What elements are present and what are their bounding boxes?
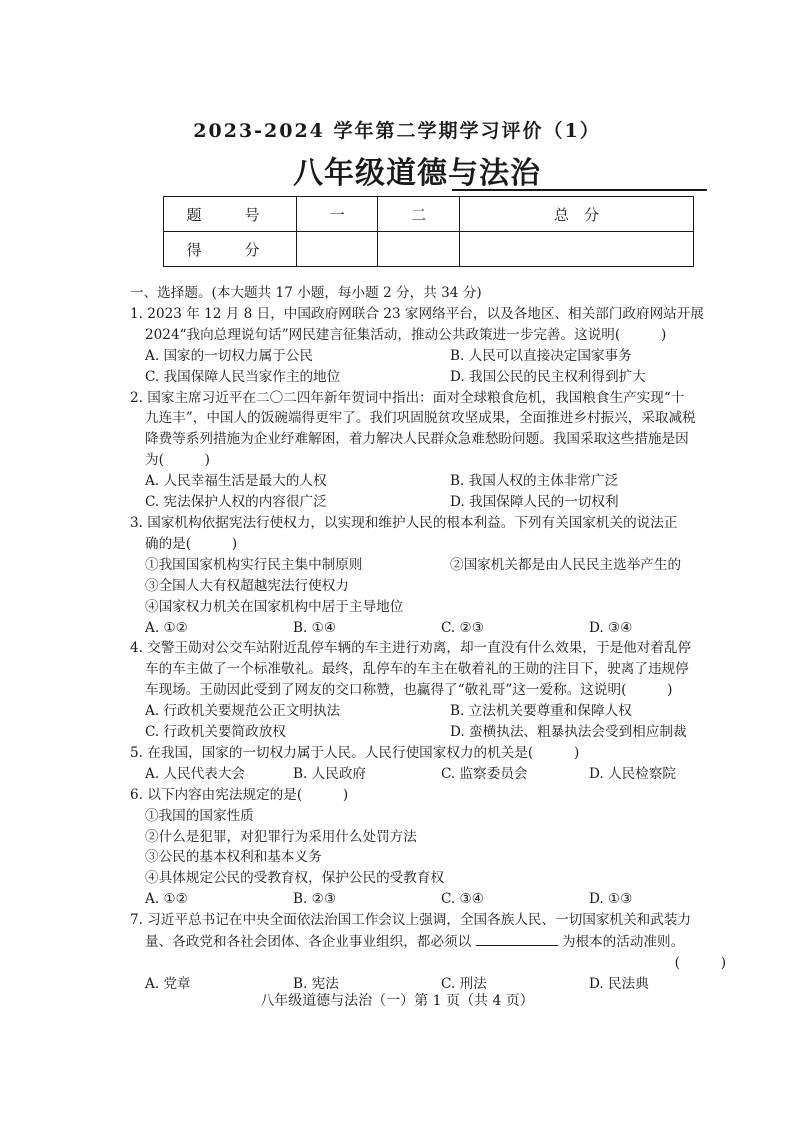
option-b[interactable]: B. ①④: [293, 619, 337, 636]
option-b[interactable]: B. ②③: [293, 891, 337, 908]
options-row: [130, 346, 730, 367]
question-stem-line: 车的车主做了一个标准敬礼。最终，乱停车的车主在敬着礼的王勋的注目下，驶离了违规停: [145, 661, 689, 678]
option-b[interactable]: B. 宪法: [293, 975, 339, 992]
statement-4: ④国家权力机关在国家机构中居于主导地位: [145, 598, 404, 615]
options-row: [130, 722, 730, 743]
score-header-total: 总 分: [459, 197, 693, 232]
question-6: [130, 785, 730, 910]
question-stem-line: 6. 以下内容由宪法规定的是( ): [130, 786, 349, 803]
score-table: [163, 196, 694, 267]
statement-2: ②国家机关都是由人民民主选举产生的: [450, 556, 682, 573]
options-row: [130, 367, 730, 388]
option-a[interactable]: A. 人民幸福生活是最大的人权: [145, 473, 327, 490]
question-3: [130, 513, 730, 638]
options-row: [130, 764, 730, 785]
option-b[interactable]: B. 人民可以直接决定国家事务: [450, 347, 632, 364]
option-d[interactable]: D. 蛮横执法、粗暴执法会受到相应制裁: [450, 724, 687, 741]
option-b[interactable]: B. 我国人权的主体非常广泛: [450, 473, 619, 490]
question-stem-line: 2024“我向总理说句话”网民建言征集活动，推动公共政策进一步完善。这说明( ): [145, 326, 667, 343]
statement-1: ①我国国家机构实行民主集中制原则: [145, 556, 363, 573]
option-d[interactable]: D. 我国公民的民主权利得到扩大: [450, 368, 646, 385]
option-c[interactable]: C. ③④: [441, 891, 484, 908]
options-row: [130, 701, 730, 722]
score-table-score-row: [164, 232, 694, 267]
score-cell-total[interactable]: [459, 232, 693, 267]
options-row: [130, 618, 730, 639]
score-header-question-number: 题 号: [164, 197, 297, 232]
score-cell-part-2[interactable]: [378, 232, 459, 267]
fill-in-blank[interactable]: [476, 931, 558, 946]
statement-3: ③公民的基本权利和基本义务: [145, 849, 322, 866]
option-c[interactable]: C. 宪法保护人权的内容很广泛: [145, 494, 327, 511]
option-a[interactable]: A. 党章: [145, 975, 191, 992]
exam-content: [130, 283, 730, 995]
option-b[interactable]: B. 人民政府: [293, 765, 367, 782]
option-b[interactable]: B. 立法机关要尊重和保障人权: [450, 703, 632, 720]
score-header-part-1: 一: [297, 197, 378, 232]
statements-row: [130, 555, 730, 576]
question-stem-line: 7. 习近平总书记在中央全面依法治国工作会议上强调，全国各族人民、一切国家机关和武装力: [130, 912, 692, 929]
statement-3: ③全国人大有权超越宪法行使权力: [145, 577, 349, 594]
statement-4: ④具体规定公民的受教育权，保护公民的受教育权: [145, 870, 445, 887]
option-d[interactable]: D. 民法典: [589, 975, 649, 992]
exam-title: 2023-2024 学年第二学期学习评价（1）: [193, 120, 601, 142]
option-a[interactable]: A. 人民代表大会: [145, 765, 246, 782]
question-1: [130, 304, 730, 388]
question-stem-line: 降费等系列措施为企业纾难解困，着力解决人民群众急难愁盼问题。我国采取这些措施是因: [145, 431, 689, 448]
answer-parentheses[interactable]: ( ): [674, 955, 726, 971]
question-stem-line: 确的是( ): [145, 535, 238, 552]
question-4: [130, 638, 730, 743]
options-row: [130, 889, 730, 910]
question-5: [130, 743, 730, 785]
question-stem-line: 3. 国家机构依据宪法行使权力，以实现和维护人民的根本利益。下列有关国家机关的说法正: [130, 514, 678, 531]
question-stem-line: 为( ): [145, 452, 210, 469]
option-c[interactable]: C. ②③: [441, 619, 484, 636]
statement-1: ①我国的国家性质: [145, 807, 254, 824]
option-c[interactable]: C. 行政机关要简政放权: [145, 724, 286, 741]
score-header-part-2: 二: [378, 197, 459, 232]
option-d[interactable]: D. ③④: [589, 619, 633, 636]
question-stem-line: 车现场。王勋因此受到了网友的交口称赞，也赢得了“敬礼哥”这一爱称。这说明( ): [145, 682, 673, 699]
question-stem-line: 2. 国家主席习近平在二〇二四年新年贺词中指出：面对全球粮食危机，我国粮食生产实现“十: [130, 389, 685, 406]
option-a[interactable]: A. 行政机关要规范公正文明执法: [145, 703, 341, 720]
section-title: 一、选择题。(本大题共 17 小题，每小题 2 分，共 34 分): [130, 285, 482, 301]
question-stem-line: 4. 交警王勋对公交车站附近乱停车辆的车主进行劝离，却一直没有什么效果，于是他对着乱停: [130, 640, 692, 657]
options-row: [130, 492, 730, 513]
option-d[interactable]: D. 我国保障人民的一切权利: [450, 494, 619, 511]
question-stem-line: 1. 2023 年 12 月 8 日，中国政府网联合 23 家网络平台，以及各地区、相关部门政府网站开展: [130, 305, 704, 322]
score-cell-part-1[interactable]: [297, 232, 378, 267]
title-underline: [452, 189, 707, 191]
option-c[interactable]: C. 我国保障人民当家作主的地位: [145, 368, 341, 385]
question-stem-line: 九连丰”，中国人的饭碗端得更牢了。我们巩固脱贫攻坚成果，全面推进乡村振兴，采取减税: [145, 410, 696, 427]
question-stem-text: 量、各政党和各社会团体、各企业事业组织，都必须以: [145, 934, 472, 951]
question-7: [130, 910, 730, 995]
option-c[interactable]: C. 监察委员会: [441, 765, 528, 782]
question-stem-text: 为根本的活动准则。: [561, 934, 685, 951]
statement-2: ②什么是犯罪，对犯罪行为采用什么处罚方法: [145, 828, 417, 845]
option-d[interactable]: D. ①③: [589, 891, 633, 908]
option-a[interactable]: A. ①②: [145, 619, 188, 636]
score-table-header-row: [164, 197, 694, 232]
options-row: [130, 471, 730, 492]
page-footer: 八年级道德与法治（一）第 1 页（共 4 页）: [260, 993, 534, 1009]
option-a[interactable]: A. 国家的一切权力属于公民: [145, 347, 313, 364]
score-row-label: 得 分: [164, 232, 297, 267]
question-stem-line: 5. 在我国，国家的一切权力属于人民。人民行使国家权力的机关是( ): [130, 744, 580, 761]
option-d[interactable]: D. 人民检察院: [589, 765, 677, 782]
option-c[interactable]: C. 刑法: [441, 975, 487, 992]
question-stem-line: [130, 931, 730, 953]
subject-title: 八年级道德与法治: [293, 156, 541, 191]
option-a[interactable]: A. ①②: [145, 891, 188, 908]
question-2: [130, 388, 730, 513]
